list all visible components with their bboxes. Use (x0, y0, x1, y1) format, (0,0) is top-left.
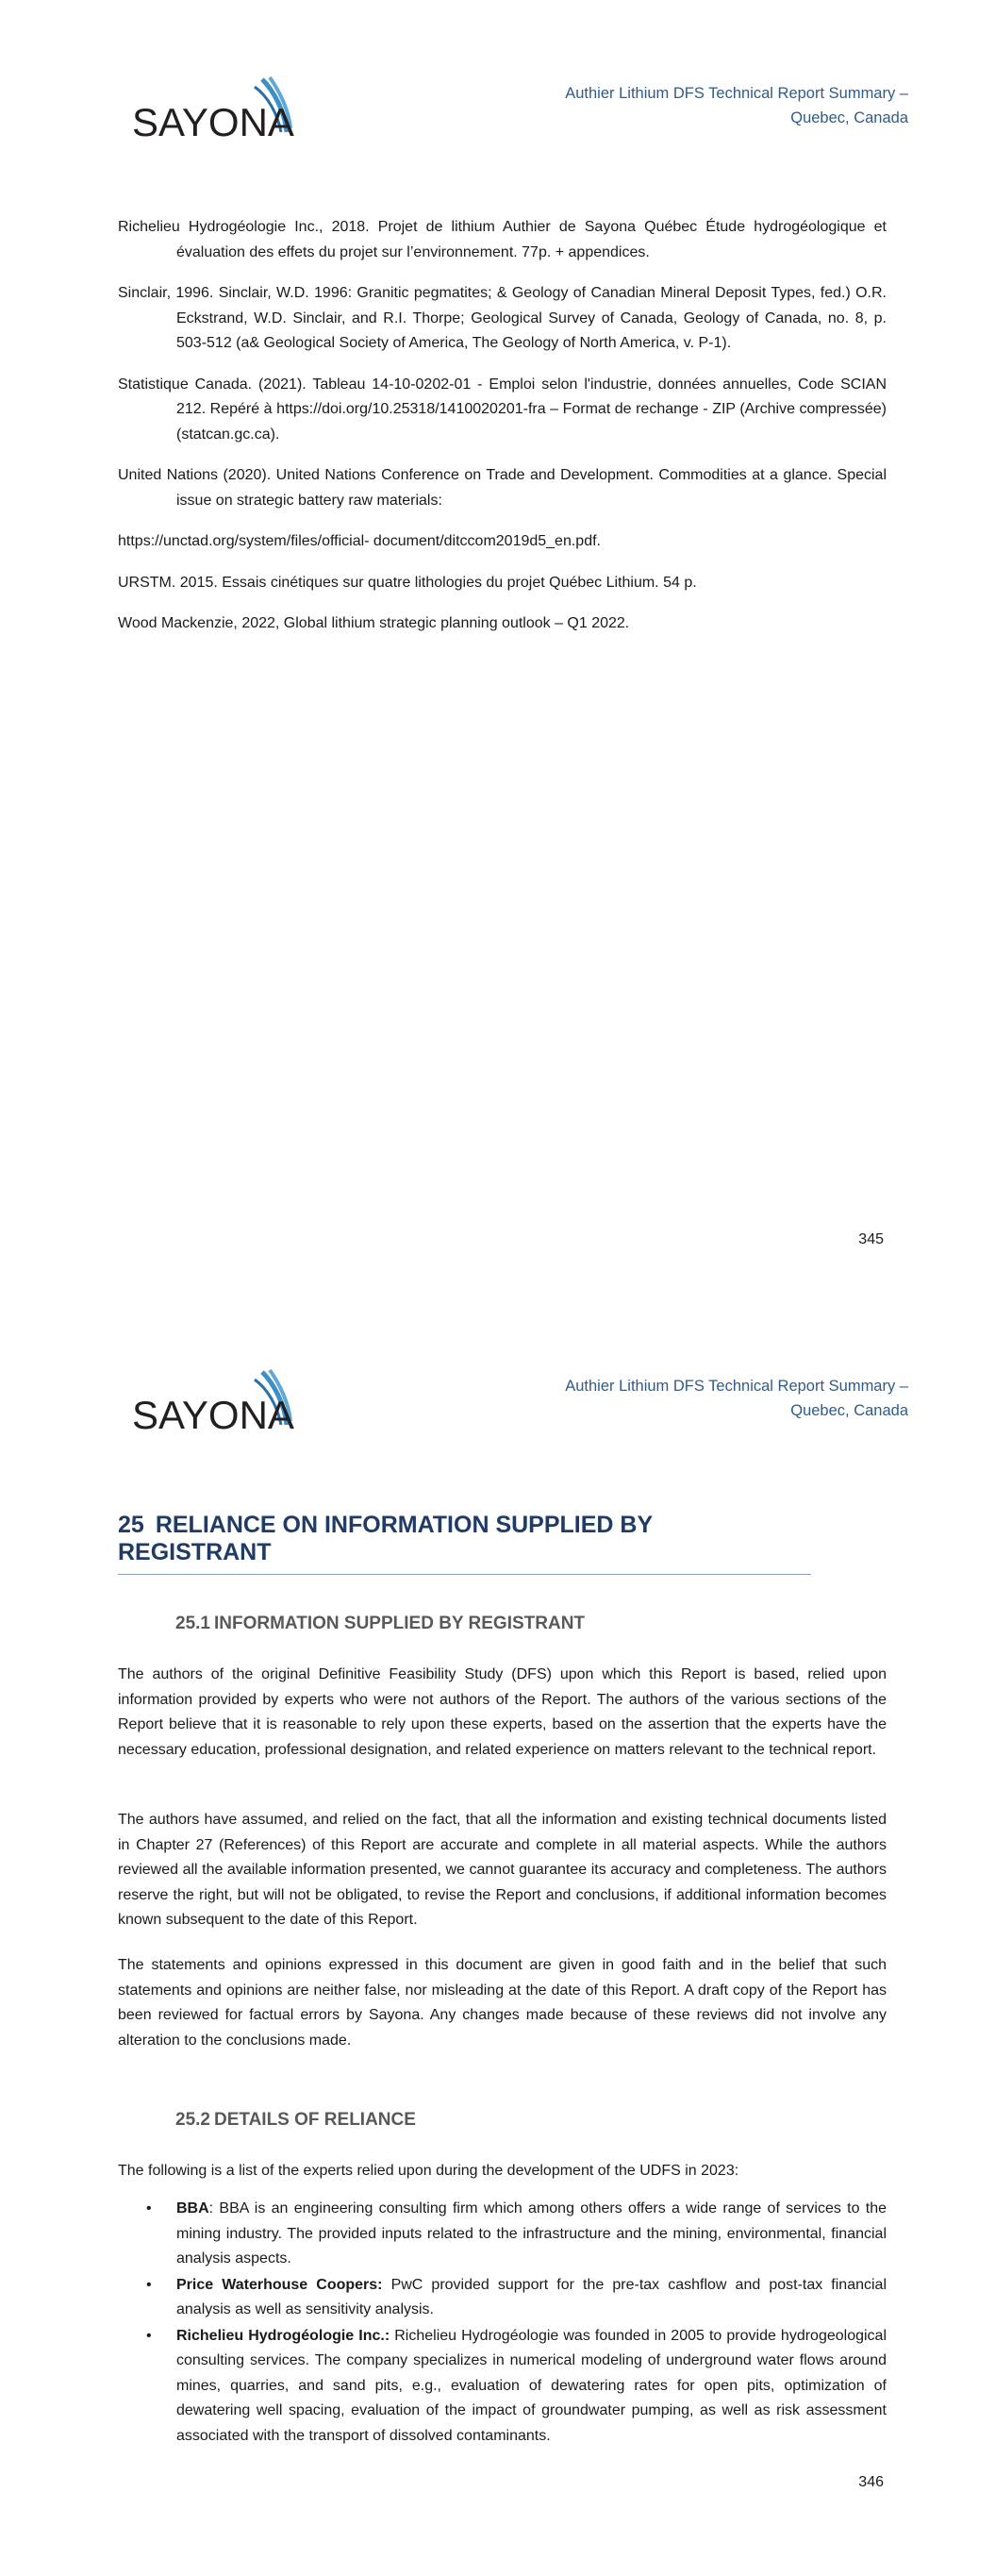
section-heading (175, 2110, 416, 2131)
body-paragraph: The following is a list of the experts relied upon during the development of the UDFS in 2023: (118, 2163, 739, 2179)
expert-name: Price Waterhouse Coopers: (176, 2276, 383, 2293)
list-item (118, 2197, 887, 2272)
expert-name: Richelieu Hydrogéologie Inc.: (176, 2327, 390, 2344)
reference-item: Richelieu Hydrogéologie Inc., 2018. Projet de lithium Authier de Sayona Québec Étude hydrogéologique et évaluation des effets du projet sur l’environnement. 77p. + appendices. (118, 219, 887, 260)
reference-item: Sinclair, 1996. Sinclair, W.D. 1996: Granitic pegmatites; & Geology of Canadian Mineral Deposit Types, fed.) O.R. Eckstrand, W.D. Sinclair, and R.I. Thorpe; Geological Survey of Canada, Geology of Canada, no. 8, p. 503-512 (a& Geological Society of America, The Geology of North America, v. P-1). (118, 285, 887, 351)
page-number: 346 (858, 2474, 884, 2490)
logo-text: SAYONA (132, 100, 294, 144)
reference-item: United Nations (2020). United Nations Conference on Trade and Development. Commodities at a glance. Special issue on strategic battery raw materials: (118, 467, 887, 509)
reference-item: Statistique Canada. (2021). Tableau 14-10-0202-01 - Emploi selon l'industrie, données annuelles, Code SCIAN 212. Repéré à https://doi.org/10.25318/1410020201-fra – Format de rechange - ZIP (Archive compressée) (statcan.gc.ca). (118, 376, 887, 443)
page-346 (0, 1293, 995, 2576)
expert-description: Richelieu Hydrogéologie was founded in 2005 to provide hydrogeological consulting services. The company specializes in numerical modeling of underground water flows around mines, quarries, and sand pits, e.g., evaluation of dewatering rates for open pits, optimization of dewatering well spacing, evaluation of the impact of groundwater pumping, as well as risk assessment associated with the transport of dissolved contaminants. (176, 2327, 887, 2444)
reference-item: Wood Mackenzie, 2022, Global lithium strategic planning outlook – Q1 2022. (118, 615, 630, 631)
report-title-line1: Authier Lithium DFS Technical Report Summary – (565, 1378, 908, 1395)
body-paragraph: The authors of the original Definitive Feasibility Study (DFS) upon which this Report is based, relied upon information provided by experts who were not authors of the Report. The authors of the various sections of the Report believe that it is reasonable to rely upon these experts, based on the assertion that the experts have the necessary education, professional designation, and related experience on matters relevant to the technical report. (118, 1666, 887, 1758)
page-number: 345 (858, 1231, 884, 1247)
section-number: 25.1 (175, 1614, 210, 1633)
reference-item: URSTM. 2015. Essais cinétiques sur quatre lithologies du projet Québec Lithium. 54 p. (118, 574, 697, 591)
chapter-title: RELIANCE ON INFORMATION SUPPLIED BY REGISTRANT (118, 1512, 653, 1565)
section-title: DETAILS OF RELIANCE (213, 2110, 416, 2130)
report-title-line2: Quebec, Canada (790, 1402, 908, 1419)
body-paragraph: The authors have assumed, and relied on the fact, that all the information and existing technical documents listed in Chapter 27 (References) of this Report are accurate and complete in all material aspects. While the authors reviewed all the available information presented, we cannot guarantee its accuracy and completeness. The authors reserve the right, but will not be obligated, to revise the Report and conclusions, if additional information becomes known subsequent to the date of this Report. (118, 1812, 887, 1928)
report-title-line2: Quebec, Canada (790, 109, 908, 126)
chapter-number: 25 (118, 1512, 144, 1538)
body-paragraph: The statements and opinions expressed in this document are given in good faith and in the belief that such statements and opinions are neither false, nor misleading at the date of this Report. A draft copy of the Report has been reviewed for factual errors by Sayona. Any changes made because of these reviews did not involve any alteration to the conclusions made. (118, 1957, 887, 2049)
section-title: INFORMATION SUPPLIED BY REGISTRANT (213, 1614, 586, 1633)
list-item (118, 2273, 887, 2323)
experts-list (118, 2197, 887, 2450)
sayona-logo (132, 1366, 311, 1442)
section-number: 25.2 (175, 2110, 210, 2130)
reference-list (118, 215, 887, 653)
expert-separator: : (208, 2200, 214, 2216)
logo-text: SAYONA (132, 1393, 294, 1437)
bullet-icon: • (146, 2276, 152, 2293)
expert-description: PwC provided support for the pre-tax cashflow and post-tax financial analysis as well as sensitivity analysis. (176, 2276, 887, 2317)
list-item (118, 2324, 887, 2450)
report-header (456, 1374, 908, 1423)
bullet-icon: • (146, 2200, 152, 2216)
report-title-line1: Authier Lithium DFS Technical Report Summary – (565, 85, 908, 102)
expert-name: BBA (176, 2200, 209, 2216)
report-header (456, 81, 908, 130)
expert-description: BBA is an engineering consulting firm which among others offers a wide range of services to the mining industry. The provided inputs related to the infrastructure and the mining, environmental, financial analysis aspects. (176, 2200, 887, 2267)
sayona-logo (132, 74, 311, 149)
section-heading (175, 1614, 585, 1634)
reference-url: https://unctad.org/system/files/official- document/ditccom2019d5_en.pdf. (118, 533, 601, 549)
bullet-icon: • (146, 2327, 152, 2344)
chapter-heading (118, 1512, 811, 1575)
